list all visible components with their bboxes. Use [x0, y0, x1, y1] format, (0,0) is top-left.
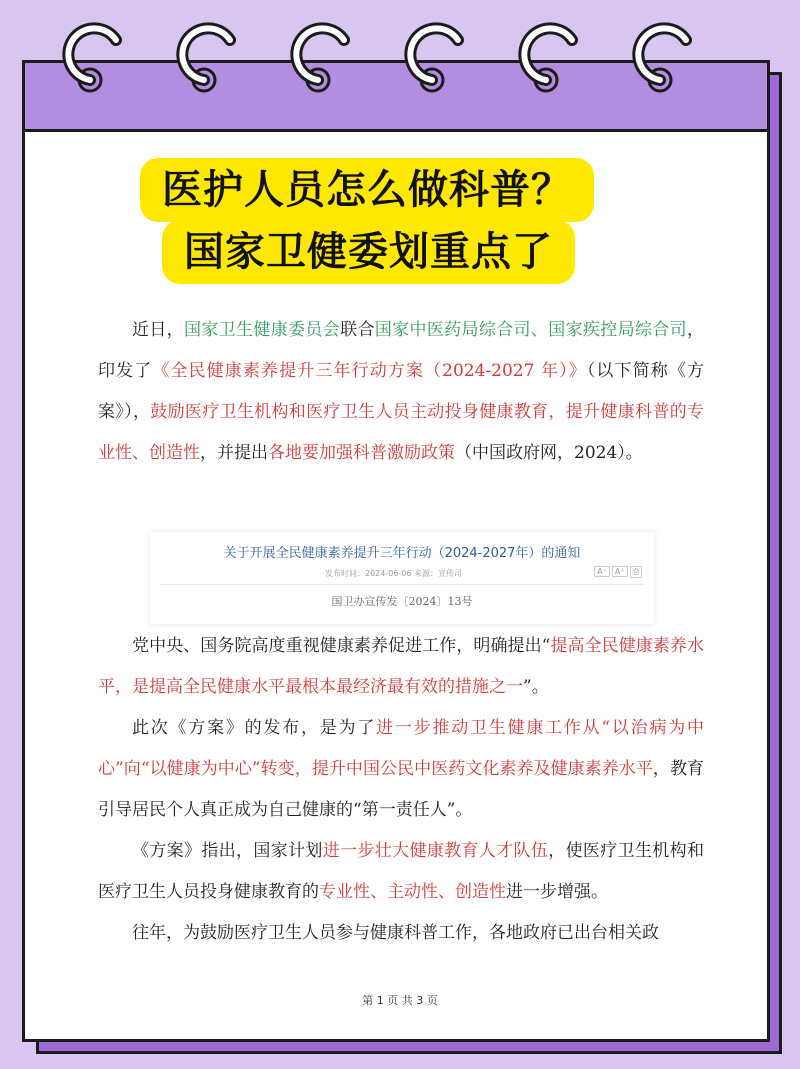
text: 往年，为鼓励医疗卫生人员参与健康科普工作，各地政府已出台相关政	[132, 923, 659, 943]
page-title	[140, 158, 594, 284]
paragraph-4	[98, 831, 704, 913]
divider	[160, 584, 644, 585]
org-link-text: 国家卫生健康委员会	[184, 320, 341, 340]
highlight-text: 进一步壮大健康教育人才队伍	[322, 841, 549, 861]
binder-ring-icon	[624, 20, 714, 110]
font-decrease-icon[interactable]: A⁻	[594, 566, 610, 577]
article-body-bottom	[98, 626, 704, 954]
highlight-text: 《全民健康素养提升三年行动方案（2024-2027 年）》	[152, 361, 587, 381]
paragraph-3	[98, 708, 704, 831]
title-line-1: 医护人员怎么做科普？	[140, 158, 594, 222]
title-line-2: 国家卫健委划重点了	[162, 220, 575, 284]
paragraph-1	[98, 310, 704, 474]
text: 党中央、国务院高度重视健康素养促进工作，明确提出“	[132, 636, 551, 656]
page-footer: 第 1 页 共 3 页	[362, 994, 438, 1007]
highlight-text: 鼓励医疗卫生机构和医疗卫生人员主动投身健康教育，提升健康科普的专业性、创造性	[98, 402, 705, 463]
highlight-text: 进一步推动卫生健康工作从“以治病为中心”向“以健康为中心”转变，提升中国公民中医药文化素养及健康素养水平	[98, 718, 705, 779]
article-body-top	[98, 310, 704, 474]
notice-tools	[592, 566, 642, 578]
binder-ring-icon	[168, 20, 258, 110]
paragraph-5	[98, 913, 704, 954]
text: （中国政府网，2024）。	[455, 443, 643, 463]
notice-doc-number: 国卫办宣传发〔2024〕13号	[331, 595, 473, 608]
highlight-text: 提高全民健康素养水平，是提高全民健康水平最根本最经济最有效的措施之一	[98, 636, 705, 697]
font-increase-icon[interactable]: A⁺	[612, 566, 628, 577]
text: ，教育引导居民个人真正成为自己健康的“第一责任人”。	[98, 759, 704, 820]
notice-meta: 发布时间：2024-06-06 来源：宣传司	[325, 569, 463, 578]
org-link-text: 国家中医药局综合司、国家疾控局综合司	[374, 320, 687, 340]
print-icon[interactable]: ⎙	[630, 566, 642, 578]
text: 进一步增强。	[506, 882, 608, 902]
notice-screenshot	[150, 532, 654, 624]
text: （以下简称《方案》），	[98, 361, 704, 422]
highlight-text: 各地要加强科普激励政策	[268, 443, 455, 463]
notice-title: 关于开展全民健康素养提升三年行动（2024-2027年）的通知	[223, 546, 581, 561]
binder-ring-icon	[396, 20, 486, 110]
binder-ring-icon	[510, 20, 600, 110]
text: 《方案》指出，国家计划	[132, 841, 323, 861]
paragraph-2	[98, 626, 704, 708]
text: ”。	[523, 677, 549, 697]
binder-ring-icon	[282, 20, 372, 110]
binder-ring-icon	[54, 20, 144, 110]
text: ，并提出	[200, 443, 268, 463]
text: 联合	[340, 320, 375, 340]
text: ，使医疗卫生机构和医疗卫生人员投身健康教育的	[98, 841, 704, 902]
text: 此次《方案》的发布，是为了	[132, 718, 377, 738]
text: 近日，	[132, 320, 185, 340]
text: ，印发了	[98, 320, 704, 381]
highlight-text: 专业性、主动性、创造性	[319, 882, 506, 902]
